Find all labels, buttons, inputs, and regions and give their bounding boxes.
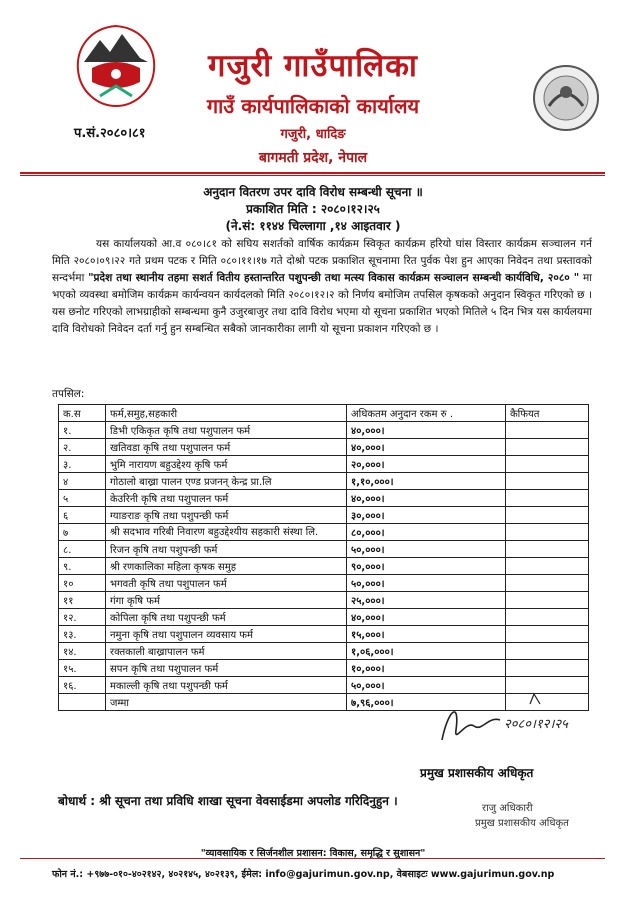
body-text-b: मा भएको व्यवस्था बमोजिम कार्यक्रम कार्यन्वयन कार्यदलको मिति २०८०।१२।२ को निर्णय बमोजिम तपसिल कृषकको अनुदान स्विकृत गरिएको छ । यस छनोट गरिएको लाभग्राहीको सम्बन्धमा कुनै उजुरबाजुर तथा दावि विरोध भएमा यो सूचना प्रकाशित भएको मितिले ५ दिन भित्र यस कार्यलयमा दावि विरोधको निवेदन दर्ता गर्नु हुन सम्बन्धित सबैको जानकारीका लागी यो सूचना प्रकाशन गरिएको छ ।: [52, 272, 593, 335]
row-firm: भगवती कृषि तथा पशुपालन फर्म: [106, 575, 347, 592]
total-label: जम्मा: [106, 694, 347, 711]
row-remarks: [506, 439, 589, 456]
row-sn: ८.: [59, 541, 106, 558]
table-row: [59, 422, 589, 439]
row-amount: १,०६,०००।: [347, 643, 506, 660]
row-amount: ८०,०००।: [347, 524, 506, 541]
fiscal-year-ref: प.सं.२०८०।८१: [74, 126, 146, 141]
row-remarks: [506, 609, 589, 626]
footer-contact: फोन नं.: +९७७-०१०-४०२१४२, ४०२१४५, ४०२१३९, ईमेल: info@gajurimun.gov.np, वेबसाइटः www.gajurimun.gov.np: [52, 869, 555, 880]
total-value: ७,९६,०००।: [347, 694, 506, 711]
row-amount: ३०,०००।: [347, 507, 506, 524]
row-firm: सपन कृषि तथा पशुपालन फर्म: [106, 660, 347, 677]
notice-subject: अनुदान वितरण उपर दावि विरोध सम्बन्धी सूचना ॥: [203, 185, 423, 199]
row-firm: कोपिला कृषि तथा पशुपन्छी फर्म: [106, 609, 347, 626]
row-amount: ९०,०००।: [347, 558, 506, 575]
signature-date: २०८०।१२।२५: [504, 717, 568, 732]
row-sn: १६.: [59, 677, 106, 694]
row-sn: ३.: [59, 456, 106, 473]
row-firm: गोठालो बाख्रा पालन एण्ड प्रजनन् केन्द्र प्रा.लि: [106, 473, 347, 490]
table-row: [59, 490, 589, 507]
row-sn: १०: [59, 575, 106, 592]
table-row: [59, 439, 589, 456]
row-remarks: [506, 643, 589, 660]
row-amount: ४०,०००।: [347, 609, 506, 626]
row-remarks: [506, 575, 589, 592]
province-name: बागमती प्रदेश, नेपाल: [258, 150, 368, 166]
body-text-a: यस कार्यालयको आ.व ०८०।८१ को सघिय सशर्तको वार्षिक कार्यक्रम स्विकृत कार्यक्रम हरियो घांस विस्तार कार्यक्रम सञ्चालन गर्न मिति २०८०।०९।२२ गते प्रथम पटक र मिति ०८०।११।१७ गते दोश्रो पटक प्रकाशित सूचनामा रित पुर्वक पेश हुन आएका निवेदन तथा प्रस्तावको सन्दर्भमा: [52, 238, 592, 284]
table-row: [59, 626, 589, 643]
table-row: [59, 575, 589, 592]
footer-motto: "व्यावसायिक र सिर्जनशील प्रशासन: विकास, समृद्धि र सुशासन": [200, 848, 426, 859]
row-sn: ७: [59, 524, 106, 541]
row-amount: ५०,०००।: [347, 541, 506, 558]
row-remarks: [506, 592, 589, 609]
row-amount: २५,०००।: [347, 592, 506, 609]
handwritten-signature: [430, 690, 590, 750]
row-amount: १५,०००।: [347, 626, 506, 643]
table-row: [59, 541, 589, 558]
row-firm: रक्तकाली बाख्रापालन फर्म: [106, 643, 347, 660]
table-row: [59, 592, 589, 609]
row-sn: १३.: [59, 626, 106, 643]
row-firm: रिजन कृषि तथा पशुपन्छी फर्म: [106, 541, 347, 558]
nepal-samvat-date: (ने.सं: ११४४ चिल्लागा ,१४ आइतवार ): [225, 219, 401, 233]
row-firm: श्री रणकालिका महिला कृषक समुह: [106, 558, 347, 575]
row-firm: ग्याङराङ कृषि तथा पशुपन्छी फर्म: [106, 507, 347, 524]
header-divider: [20, 172, 605, 174]
col-header-amount: अधिकतम अनुदान रकम रु .: [347, 405, 506, 422]
row-sn: १.: [59, 422, 106, 439]
body-text-bold: "प्रदेश तथा स्थानीय तहमा सशर्त वितीय हस्तान्तरित पशुपन्छी तथा मत्स्य विकास कार्यक्रम सञ्चालन सम्बन्धी कार्यविधि, २०८० ": [88, 272, 580, 284]
row-remarks: [506, 490, 589, 507]
row-remarks: [506, 456, 589, 473]
row-remarks: [506, 507, 589, 524]
col-header-firm: फर्म,समुह,सहकारी: [106, 405, 347, 422]
row-remarks: [506, 558, 589, 575]
row-remarks: [506, 422, 589, 439]
row-sn: १२.: [59, 609, 106, 626]
row-remarks: [506, 660, 589, 677]
signatory-title: प्रमुख प्रशासकीय अधिकृत: [420, 766, 534, 780]
office-name: गाउँ कार्यपालिकाको कार्यालय: [206, 94, 420, 118]
table-row: [59, 609, 589, 626]
signatory-designation: प्रमुख प्रशासकीय अधिकृत: [475, 818, 569, 829]
table-row: [59, 558, 589, 575]
row-firm: खतिवडा कृषि तथा पशुपालन फर्म: [106, 439, 347, 456]
cc-note: बोधार्थ : श्री सूचना तथा प्रविधि शाखा सूचना वेवसाईडमा अपलोड गरिदिनुहुन ।: [58, 794, 398, 808]
table-row: [59, 456, 589, 473]
row-remarks: [506, 473, 589, 490]
row-remarks: [506, 626, 589, 643]
row-sn: ५: [59, 490, 106, 507]
row-sn: ९.: [59, 558, 106, 575]
table-row: [59, 507, 589, 524]
row-amount: १,१०,०००।: [347, 473, 506, 490]
row-firm: श्री सदभाव गरिबी निवारण बहुउद्देश्यीय सहकारी संस्था लि.: [106, 524, 347, 541]
beneficiary-table: [58, 404, 589, 711]
row-sn: १५.: [59, 660, 106, 677]
row-amount: ५०,०००।: [347, 677, 506, 694]
row-amount: ४०,०००।: [347, 490, 506, 507]
row-amount: ४०,०००।: [347, 439, 506, 456]
row-firm: मकाल्ली कृषि तथा पशुपन्छी फर्म: [106, 677, 347, 694]
footer-divider: [20, 858, 605, 859]
col-header-sn: क.स: [59, 405, 106, 422]
row-firm: नमुना कृषि तथा पशुपालन व्यवसाय फर्म: [106, 626, 347, 643]
row-sn: ६: [59, 507, 106, 524]
row-amount: २०,०००।: [347, 456, 506, 473]
row-firm: केउरिनी कृषि तथा पशुपालन फर्म: [106, 490, 347, 507]
row-amount: ५०,०००।: [347, 575, 506, 592]
row-amount: ४०,०००।: [347, 422, 506, 439]
table-header-row: [59, 405, 589, 422]
row-sn: ११: [59, 592, 106, 609]
row-amount: १०,०००।: [347, 660, 506, 677]
row-firm: गंगा कृषि फर्म: [106, 592, 347, 609]
row-firm: भुमि नारायण बहुउद्देश्य कृषि फर्म: [106, 456, 347, 473]
municipality-name: गजुरी गाउँपालिका: [208, 48, 418, 84]
row-firm: डिभी एकिकृत कृषि तथा पशुपालन फर्म: [106, 422, 347, 439]
published-date: प्रकाशित मिति : २०८०।१२।२५: [246, 202, 380, 216]
col-header-remarks: कैफियत: [506, 405, 589, 422]
office-location: गजुरी, धादिङ: [280, 127, 346, 142]
tapsil-label: तपसिल:: [52, 388, 85, 400]
row-sn: ४: [59, 473, 106, 490]
table-body: [59, 422, 589, 711]
table-row: [59, 643, 589, 660]
row-remarks: [506, 541, 589, 558]
notice-body: [52, 236, 592, 338]
header-divider-thin: [20, 175, 605, 176]
total-blank: [59, 694, 106, 711]
table-row: [59, 660, 589, 677]
row-remarks: [506, 524, 589, 541]
row-sn: २.: [59, 439, 106, 456]
table-row: [59, 473, 589, 490]
row-sn: १४.: [59, 643, 106, 660]
table-row: [59, 524, 589, 541]
signatory-name: राजु अधिकारी: [482, 803, 533, 814]
